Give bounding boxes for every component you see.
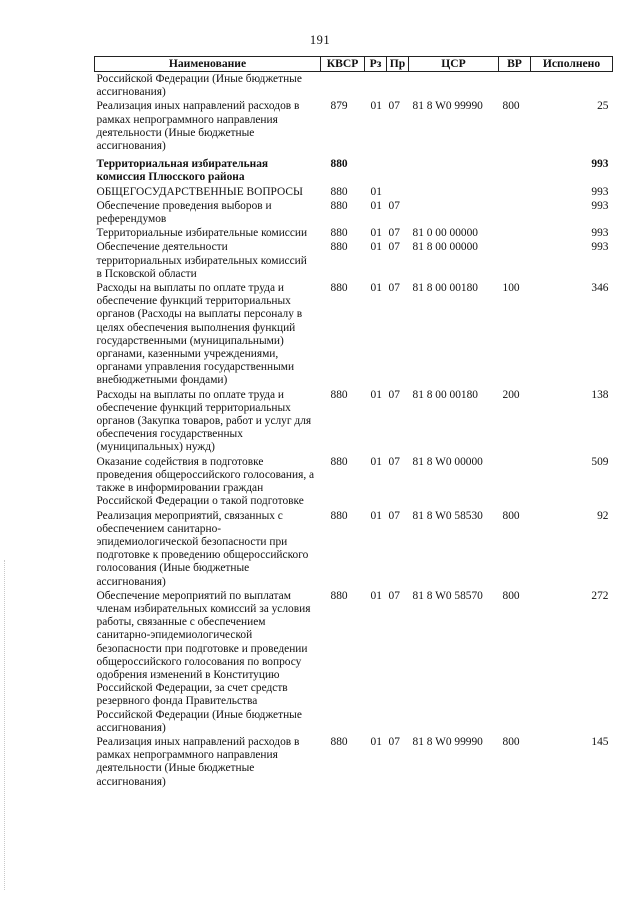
cell-name: Территориальная избирательная комиссия Плюсского района [96, 158, 269, 184]
cell-pr: 07 [388, 455, 400, 468]
cell-csr: 81 0 00 00000 [412, 227, 478, 240]
cell-vr [499, 241, 531, 282]
header-rz: Рз [365, 57, 387, 72]
cell-vr: 100 [502, 282, 520, 295]
budget-table [94, 56, 613, 790]
cell-rz: 01 [370, 227, 382, 240]
cell-kvsr: 880 [330, 282, 348, 295]
cell-exec: 346 [591, 282, 609, 295]
cell-pr: 07 [388, 241, 400, 254]
table-row [95, 241, 613, 282]
page-number: 191 [309, 33, 331, 47]
cell-pr: 07 [388, 227, 400, 240]
cell-kvsr: 879 [330, 100, 348, 113]
cell-rz: 01 [370, 282, 382, 295]
cell-pr [387, 154, 409, 185]
cell-kvsr: 880 [330, 388, 348, 401]
cell-name: Российской Федерации (Иные бюджетные ассигнования) [96, 73, 302, 99]
cell-name: Обеспечение проведения выборов и референдумов [96, 199, 272, 226]
cell-kvsr: 880 [330, 589, 348, 602]
cell-rz: 01 [370, 241, 382, 254]
cell-csr: 81 8 00 00000 [412, 241, 478, 254]
cell-name: Обеспечение деятельности территориальных избирательных комиссий в Псковской области [96, 241, 307, 280]
cell-pr [387, 186, 409, 200]
cell-kvsr: 880 [330, 227, 348, 240]
cell-exec: 993 [591, 241, 609, 254]
cell-rz: 01 [370, 509, 382, 522]
cell-exec: 993 [591, 199, 609, 212]
cell-name: Реализация иных направлений расходов в рамках непрограммного направления деятельности (Иные бюджетные ассигнования) [96, 100, 300, 153]
cell-rz: 01 [370, 100, 382, 113]
header-kvsr: КВСР [321, 57, 365, 72]
cell-rz: 01 [370, 199, 382, 212]
cell-csr [409, 200, 499, 227]
table-body [95, 72, 613, 790]
header-name: Наименование [95, 57, 321, 72]
cell-exec: 145 [591, 735, 609, 748]
cell-rz: 01 [370, 185, 382, 198]
cell-csr: 81 8 00 00180 [412, 282, 478, 295]
cell-vr [499, 154, 531, 185]
cell-kvsr: 880 [330, 199, 348, 212]
cell-vr [499, 186, 531, 200]
cell-rz: 01 [370, 735, 382, 748]
cell-exec: 993 [591, 227, 609, 240]
cell-rz [365, 72, 387, 101]
cell-exec: 509 [591, 455, 609, 468]
table-row [95, 282, 613, 389]
cell-exec: 138 [591, 388, 609, 401]
table-row [95, 510, 613, 590]
table-row [95, 186, 613, 200]
cell-rz: 01 [370, 455, 382, 468]
cell-csr: 81 8 W0 00000 [412, 455, 483, 468]
cell-exec: 272 [591, 589, 609, 602]
cell-exec: 993 [591, 158, 609, 171]
header-exec: Исполнено [531, 57, 613, 72]
cell-exec [531, 72, 613, 101]
cell-rz [365, 154, 387, 185]
cell-csr: 81 8 W0 99990 [412, 735, 483, 748]
cell-name: Реализация мероприятий, связанных с обеспечением санитарно-эпидемиологической безопасности при подготовке к проведению общероссийского голосования (Иные бюджетные ассигнования) [96, 509, 309, 588]
cell-csr [409, 154, 499, 185]
cell-csr [409, 186, 499, 200]
cell-kvsr: 880 [330, 158, 348, 171]
cell-pr: 07 [388, 199, 400, 212]
cell-kvsr: 880 [330, 241, 348, 254]
cell-csr: 81 8 W0 58570 [412, 589, 483, 602]
cell-vr [499, 200, 531, 227]
table-row [95, 389, 613, 456]
cell-pr: 07 [388, 388, 400, 401]
header-vr: ВР [499, 57, 531, 72]
cell-pr: 07 [388, 735, 400, 748]
cell-name: Реализация иных направлений расходов в рамках непрограммного направления деятельности (Иные бюджетные ассигнования) [96, 735, 300, 788]
cell-pr: 07 [388, 282, 400, 295]
table-row [95, 736, 613, 790]
cell-kvsr [321, 72, 365, 101]
cell-name: ОБЩЕГОСУДАРСТВЕННЫЕ ВОПРОСЫ [96, 185, 303, 198]
cell-vr [499, 456, 531, 510]
header-pr: Пр [387, 57, 409, 72]
cell-csr [409, 72, 499, 101]
cell-vr: 800 [502, 100, 520, 113]
cell-csr: 81 8 W0 58530 [412, 509, 483, 522]
cell-pr: 07 [388, 509, 400, 522]
table-row [95, 72, 613, 101]
cell-vr: 800 [502, 589, 520, 602]
cell-csr: 81 8 W0 99990 [412, 100, 483, 113]
cell-csr: 81 8 00 00180 [412, 388, 478, 401]
cell-kvsr: 880 [330, 509, 348, 522]
cell-name: Обеспечение мероприятий по выплатам членам избирательных комиссий за условия работы, связанные с обеспечением санитарно-эпидемиологической безопасности при подготовке и проведении общероссийского голосования по вопросу одобрения изменений в Конституцию Российской Федерации, за счет средств резервного фонда Правительства Российской Федерации (Иные бюджетные ассигнования) [96, 589, 311, 734]
cell-name: Оказание содействия в подготовке проведения общероссийского голосования, а также в информировании граждан Российской Федерации о такой подготовке [96, 455, 315, 508]
cell-kvsr: 880 [330, 735, 348, 748]
cell-vr: 200 [502, 388, 520, 401]
cell-rz: 01 [370, 388, 382, 401]
cell-exec: 92 [597, 509, 609, 522]
cell-rz: 01 [370, 589, 382, 602]
cell-pr [387, 72, 409, 101]
cell-vr: 800 [502, 735, 520, 748]
cell-exec: 993 [591, 185, 609, 198]
table-row [95, 590, 613, 736]
cell-pr: 07 [388, 589, 400, 602]
table-row [95, 100, 613, 154]
cell-name: Расходы на выплаты по оплате труда и обеспечение функций территориальных органов (Закупка товаров, работ и услуг для обеспечения государственных (муниципальных) нужд) [96, 388, 312, 454]
cell-name: Территориальные избирательные комиссии [96, 227, 308, 240]
table-header [95, 57, 613, 72]
table-row [95, 154, 613, 185]
cell-name: Расходы на выплаты по оплате труда и обеспечение функций территориальных органов (Расходы на выплаты персоналу в целях обеспечения выполнения функций государственными (муниципальными) органами, казенными учреждениями, органами управления государственными внебюджетными фондами) [96, 282, 303, 387]
cell-vr [499, 227, 531, 241]
cell-pr: 07 [388, 100, 400, 113]
cell-kvsr: 880 [330, 455, 348, 468]
cell-vr [499, 72, 531, 101]
scan-margin-dots [4, 560, 7, 890]
cell-kvsr: 880 [330, 185, 348, 198]
cell-vr: 800 [502, 509, 520, 522]
table-row [95, 200, 613, 227]
table-row [95, 227, 613, 241]
header-csr: ЦСР [409, 57, 499, 72]
cell-exec: 25 [597, 100, 609, 113]
table-row [95, 456, 613, 510]
